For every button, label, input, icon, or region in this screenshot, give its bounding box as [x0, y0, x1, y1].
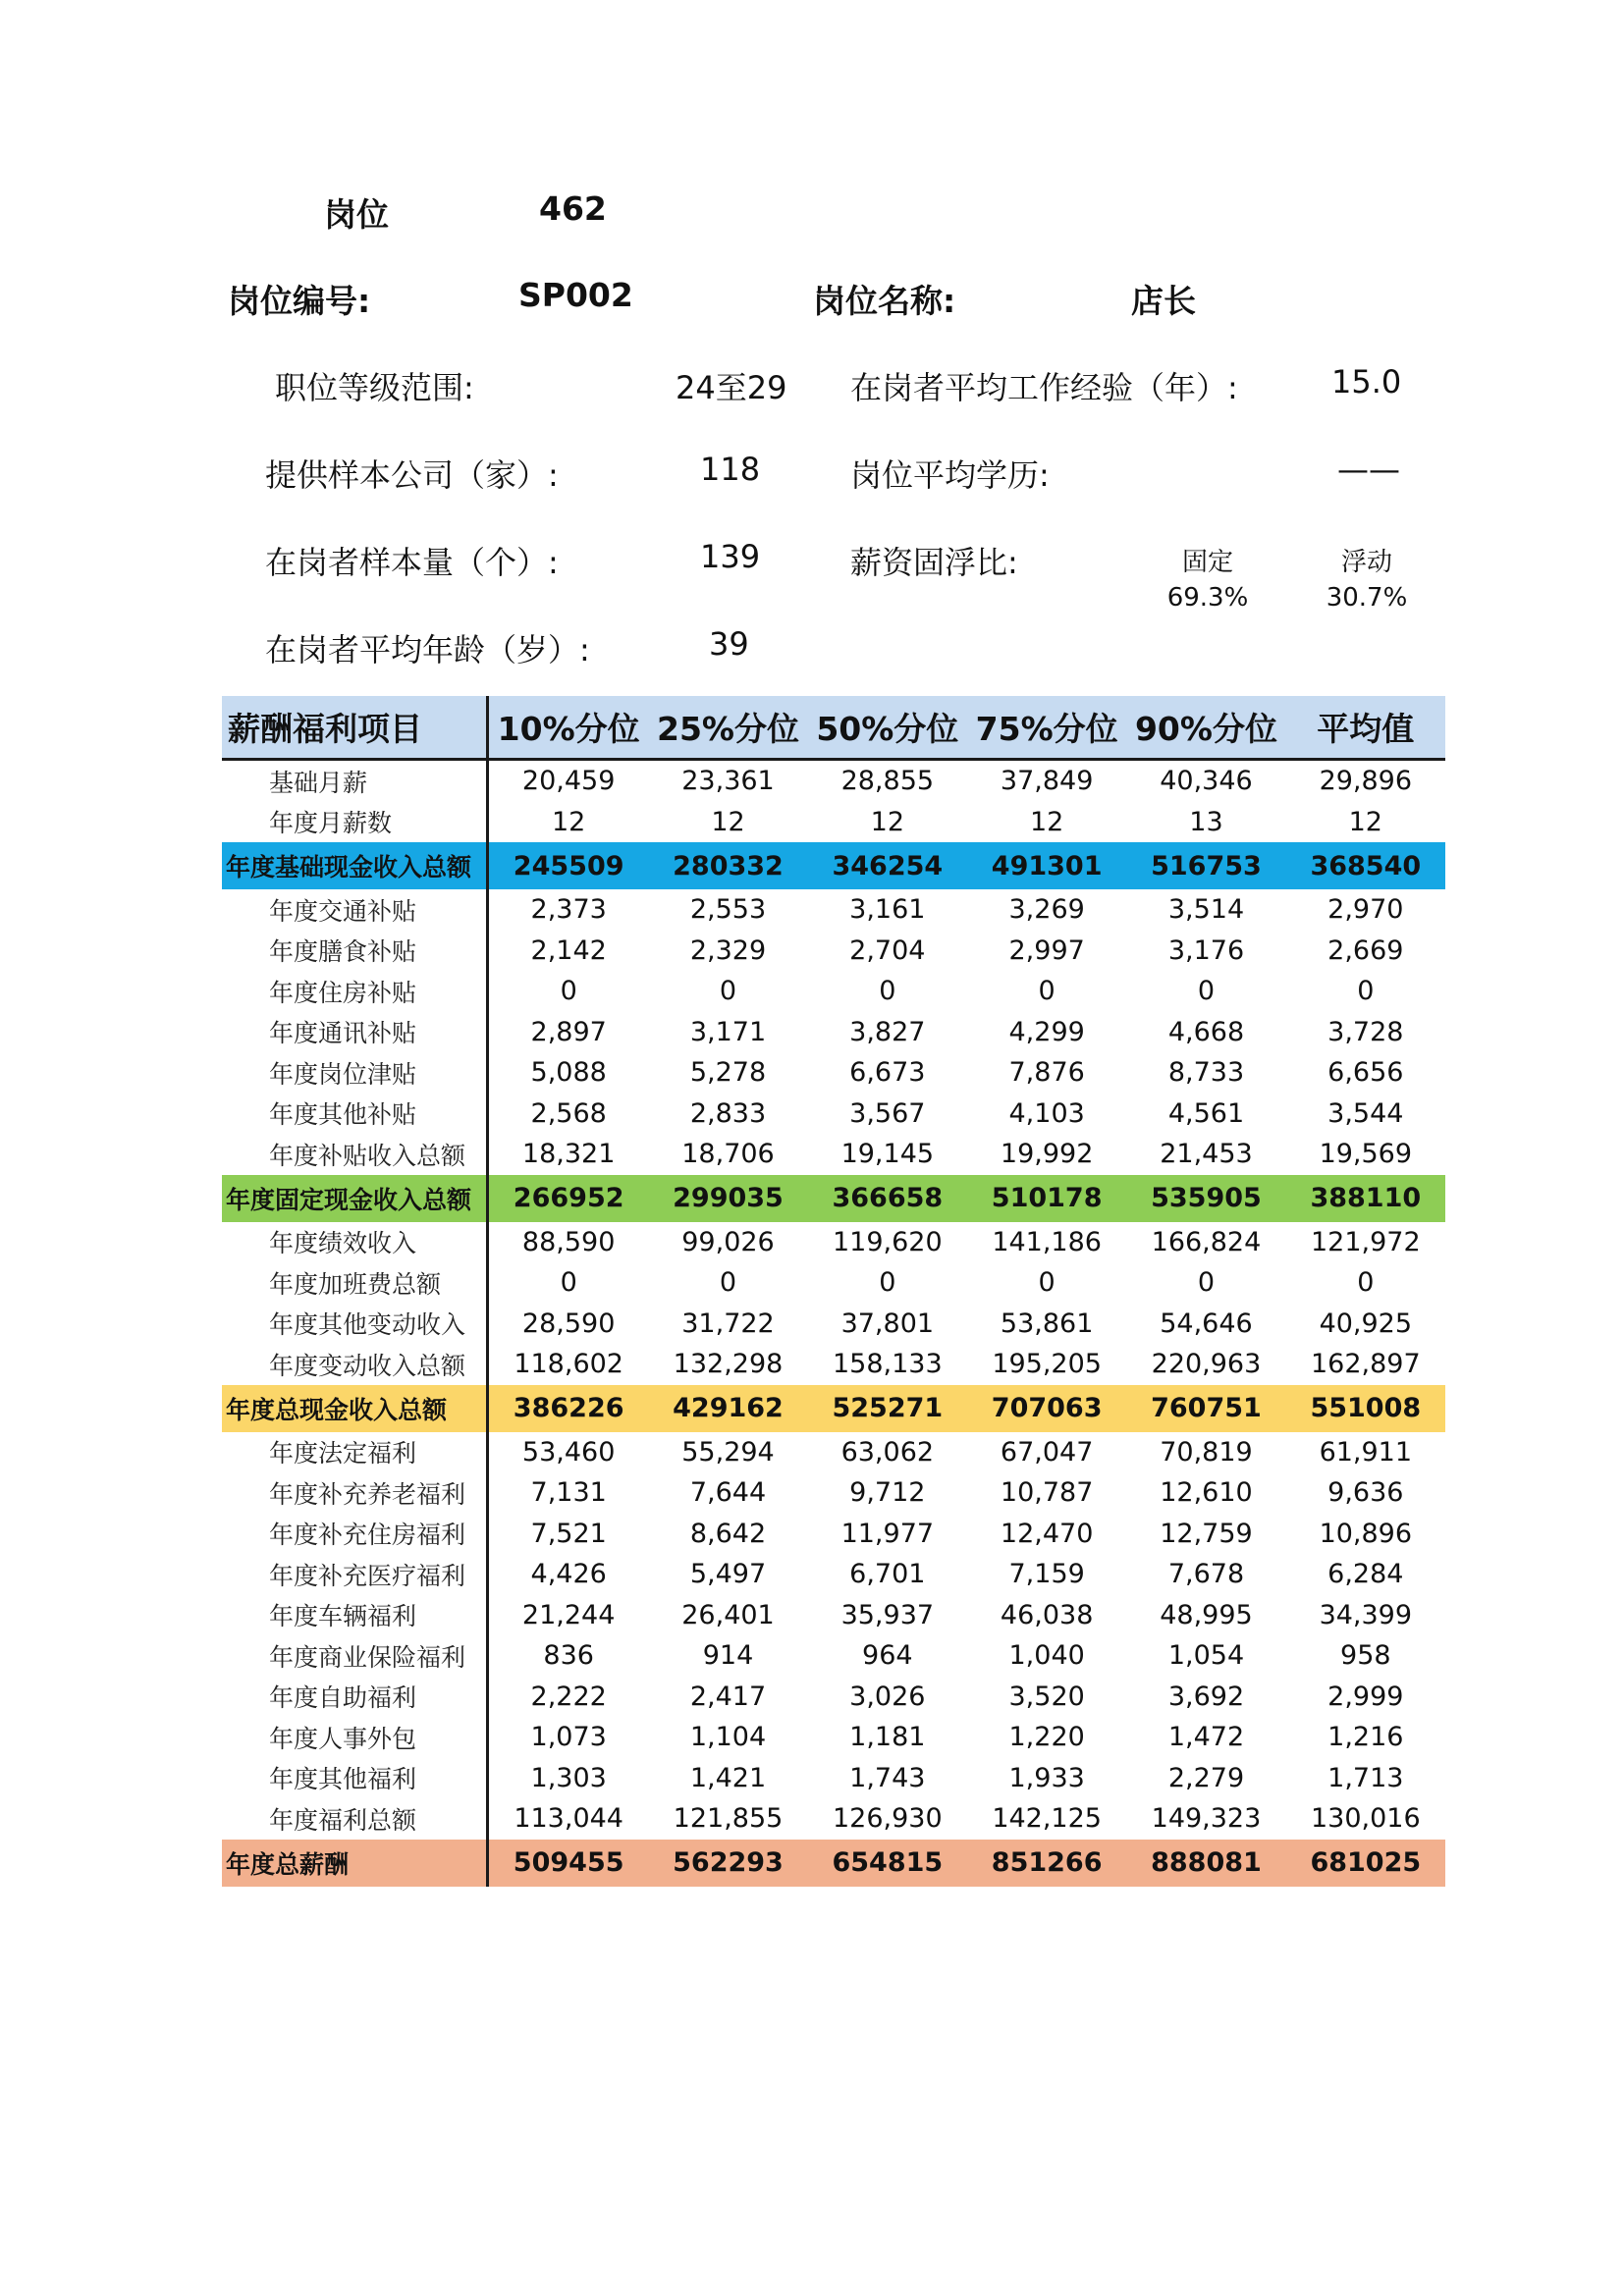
cell-value: 1,073: [530, 1722, 607, 1753]
cell-value: 61,911: [1319, 1436, 1413, 1468]
cell-value: 0: [879, 976, 896, 1007]
cell-value: 55,294: [681, 1436, 775, 1468]
cell-value: 9,712: [849, 1477, 926, 1509]
cell-value: 2,997: [1008, 934, 1085, 966]
post-name-label: 岗位名称:: [813, 282, 956, 320]
cell-value: 29,896: [1319, 766, 1413, 797]
compensation-table: [222, 696, 1445, 1887]
cell-value: 958: [1340, 1640, 1391, 1672]
cell-value: 681025: [1310, 1847, 1422, 1878]
cell-value: 7,678: [1167, 1559, 1245, 1590]
column-header-p90: 90%分位: [1134, 710, 1277, 748]
cell-value: 2,970: [1327, 894, 1404, 926]
table-row: [222, 1595, 1445, 1636]
table-row: [222, 1344, 1445, 1385]
table-row: [222, 889, 1445, 931]
cell-value: 299035: [673, 1183, 784, 1213]
row-label: 年度商业保险福利: [222, 1635, 489, 1677]
cell-value: 368540: [1310, 850, 1422, 881]
cell-value: 3,514: [1167, 894, 1245, 926]
row-label: 年度其他变动收入: [222, 1304, 489, 1345]
cell-value: 3,269: [1008, 894, 1085, 926]
cell-value: 12: [711, 806, 745, 837]
post-code-label: 岗位编号:: [228, 282, 371, 320]
cell-value: 7,521: [530, 1518, 607, 1549]
row-label: 年度基础现金收入总额: [222, 842, 489, 889]
post-code-value: SP002: [518, 276, 633, 314]
cell-value: 4,668: [1167, 1016, 1245, 1047]
fixed-float-ratio-label: 薪资固浮比:: [850, 544, 1018, 581]
cell-value: 26,401: [681, 1599, 775, 1630]
cell-value: 53,460: [521, 1436, 616, 1468]
row-label: 年度人事外包: [222, 1717, 489, 1758]
cell-value: 1,933: [1008, 1762, 1085, 1793]
cell-value: 28,855: [840, 766, 935, 797]
table-body: [222, 761, 1445, 1887]
post-label: 岗位: [324, 195, 389, 234]
cell-value: 11,977: [840, 1518, 935, 1549]
cell-value: 6,656: [1327, 1057, 1404, 1089]
cell-value: 113,044: [514, 1803, 623, 1835]
cell-value: 4,426: [530, 1559, 607, 1590]
cell-value: 280332: [673, 850, 784, 881]
table-row: [222, 1304, 1445, 1345]
cell-value: 67,047: [1000, 1436, 1094, 1468]
cell-value: 0: [1357, 976, 1375, 1007]
avg-education-value: ——: [1337, 451, 1400, 488]
grade-range-value: 24至29: [676, 369, 787, 406]
row-label: 年度补充医疗福利: [222, 1554, 489, 1595]
cell-value: 366658: [832, 1183, 944, 1213]
cell-value: 19,992: [1000, 1139, 1094, 1170]
cell-value: 3,171: [689, 1016, 767, 1047]
cell-value: 21,453: [1160, 1139, 1253, 1170]
cell-value: 0: [1357, 1267, 1375, 1299]
cell-value: 166,824: [1151, 1226, 1262, 1257]
cell-value: 2,417: [689, 1681, 767, 1712]
cell-value: 245509: [513, 850, 624, 881]
cell-value: 2,329: [689, 934, 767, 966]
table-row: [222, 1798, 1445, 1840]
cell-value: 346254: [832, 850, 944, 881]
cell-value: 509455: [513, 1847, 624, 1878]
row-label: 年度月薪数: [222, 802, 489, 843]
cell-value: 126,930: [832, 1803, 943, 1835]
table-row: [222, 1262, 1445, 1304]
cell-value: 2,669: [1327, 934, 1404, 966]
sample-companies-value: 118: [700, 451, 761, 488]
cell-value: 2,568: [530, 1097, 607, 1129]
cell-value: 491301: [991, 850, 1103, 881]
cell-value: 2,222: [530, 1681, 607, 1712]
cell-value: 8,642: [689, 1518, 767, 1549]
cell-value: 3,520: [1008, 1681, 1085, 1712]
cell-value: 13: [1189, 806, 1223, 837]
table-header-row: [222, 696, 1445, 761]
cell-value: 0: [1197, 976, 1216, 1007]
cell-value: 48,995: [1160, 1599, 1253, 1630]
cell-value: 7,159: [1008, 1559, 1085, 1590]
cell-value: 37,849: [1000, 766, 1094, 797]
cell-value: 18,321: [521, 1139, 616, 1170]
table-row: [222, 1094, 1445, 1135]
cell-value: 3,161: [849, 894, 926, 926]
grade-range-label: 职位等级范围:: [275, 369, 474, 406]
cell-value: 0: [560, 1267, 577, 1299]
float-value: 30.7%: [1326, 583, 1408, 613]
cell-value: 1,743: [849, 1762, 926, 1793]
cell-value: 21,244: [521, 1599, 616, 1630]
column-header-average: 平均值: [1317, 710, 1415, 748]
cell-value: 130,016: [1310, 1803, 1421, 1835]
cell-value: 654815: [832, 1847, 944, 1878]
cell-value: 220,963: [1151, 1349, 1262, 1380]
cell-value: 1,181: [849, 1722, 926, 1753]
row-label: 年度自助福利: [222, 1677, 489, 1718]
cell-value: 132,298: [673, 1349, 784, 1380]
table-row: [222, 761, 1445, 802]
cell-value: 1,421: [689, 1762, 767, 1793]
table-total-row: [222, 1175, 1445, 1222]
cell-value: 386226: [513, 1393, 624, 1423]
avg-experience-label: 在岗者平均工作经验（年）:: [850, 369, 1238, 406]
row-label: 年度通讯补贴: [222, 1012, 489, 1053]
cell-value: 562293: [673, 1847, 784, 1878]
cell-value: 3,544: [1327, 1097, 1404, 1129]
sample-companies-label: 提供样本公司（家）:: [265, 456, 559, 494]
fixed-value: 69.3%: [1166, 583, 1249, 613]
cell-value: 12: [551, 806, 586, 837]
post-name-value: 店长: [1131, 282, 1196, 320]
cell-value: 2,279: [1167, 1762, 1245, 1793]
cell-value: 0: [1038, 976, 1056, 1007]
post-value: 462: [539, 189, 607, 228]
table-row: [222, 931, 1445, 972]
row-label: 年度膳食补贴: [222, 931, 489, 972]
cell-value: 2,704: [849, 934, 926, 966]
cell-value: 12,470: [1000, 1518, 1094, 1549]
cell-value: 535905: [1151, 1183, 1262, 1213]
cell-value: 1,303: [530, 1762, 607, 1793]
cell-value: 118,602: [514, 1349, 623, 1380]
table-row: [222, 1432, 1445, 1473]
row-label: 年度岗位津贴: [222, 1052, 489, 1094]
cell-value: 5,497: [689, 1559, 767, 1590]
cell-value: 1,216: [1327, 1722, 1404, 1753]
row-label: 年度住房补贴: [222, 971, 489, 1012]
cell-value: 4,561: [1167, 1097, 1245, 1129]
cell-value: 149,323: [1151, 1803, 1262, 1835]
table-row: [222, 1472, 1445, 1514]
cell-value: 0: [879, 1267, 896, 1299]
column-header-item: 薪酬福利项目: [222, 696, 489, 758]
cell-value: 2,897: [530, 1016, 607, 1047]
table-row: [222, 1635, 1445, 1677]
cell-value: 7,644: [689, 1477, 767, 1509]
row-label: 年度总薪酬: [222, 1840, 489, 1887]
cell-value: 0: [719, 1267, 737, 1299]
cell-value: 5,278: [689, 1057, 767, 1089]
table-total-row: [222, 1385, 1445, 1432]
table-total-row: [222, 1840, 1445, 1887]
cell-value: 40,925: [1319, 1308, 1413, 1339]
cell-value: 6,673: [849, 1057, 926, 1089]
cell-value: 3,176: [1167, 934, 1245, 966]
row-label: 年度其他补贴: [222, 1094, 489, 1135]
cell-value: 6,701: [849, 1559, 926, 1590]
table-row: [222, 1758, 1445, 1799]
cell-value: 12: [1348, 806, 1382, 837]
cell-value: 1,104: [689, 1722, 767, 1753]
cell-value: 1,220: [1008, 1722, 1085, 1753]
row-label: 基础月薪: [222, 761, 489, 802]
column-header-p50: 50%分位: [816, 710, 959, 748]
table-row: [222, 802, 1445, 843]
cell-value: 20,459: [521, 766, 616, 797]
cell-value: 0: [560, 976, 577, 1007]
table-row: [222, 971, 1445, 1012]
cell-value: 3,827: [849, 1016, 926, 1047]
cell-value: 914: [702, 1640, 754, 1672]
row-label: 年度补贴收入总额: [222, 1134, 489, 1175]
cell-value: 142,125: [992, 1803, 1102, 1835]
cell-value: 8,733: [1167, 1057, 1245, 1089]
avg-age-value: 39: [709, 625, 749, 663]
cell-value: 63,062: [840, 1436, 935, 1468]
cell-value: 5,088: [530, 1057, 607, 1089]
cell-value: 510178: [991, 1183, 1103, 1213]
cell-value: 2,553: [689, 894, 767, 926]
cell-value: 0: [719, 976, 737, 1007]
cell-value: 4,299: [1008, 1016, 1085, 1047]
cell-value: 28,590: [521, 1308, 616, 1339]
cell-value: 23,361: [681, 766, 775, 797]
cell-value: 70,819: [1160, 1436, 1253, 1468]
cell-value: 121,855: [673, 1803, 784, 1835]
cell-value: 888081: [1151, 1847, 1262, 1878]
cell-value: 429162: [673, 1393, 784, 1423]
table-row: [222, 1222, 1445, 1263]
cell-value: 551008: [1310, 1393, 1422, 1423]
cell-value: 3,567: [849, 1097, 926, 1129]
row-label: 年度补充住房福利: [222, 1514, 489, 1555]
fixed-label: 固定: [1181, 548, 1233, 577]
cell-value: 3,692: [1167, 1681, 1245, 1712]
table-row: [222, 1514, 1445, 1555]
cell-value: 54,646: [1160, 1308, 1253, 1339]
cell-value: 1,040: [1008, 1640, 1085, 1672]
cell-value: 525271: [832, 1393, 944, 1423]
table-row: [222, 1012, 1445, 1053]
row-label: 年度变动收入总额: [222, 1344, 489, 1385]
table-row: [222, 1134, 1445, 1175]
cell-value: 31,722: [681, 1308, 775, 1339]
cell-value: 2,142: [530, 934, 607, 966]
cell-value: 10,787: [1000, 1477, 1094, 1509]
cell-value: 836: [543, 1640, 594, 1672]
cell-value: 0: [1197, 1267, 1216, 1299]
cell-value: 1,472: [1167, 1722, 1245, 1753]
cell-value: 0: [1038, 1267, 1056, 1299]
cell-value: 53,861: [1000, 1308, 1094, 1339]
row-label: 年度固定现金收入总额: [222, 1175, 489, 1222]
cell-value: 35,937: [840, 1599, 935, 1630]
row-label: 年度福利总额: [222, 1798, 489, 1840]
cell-value: 10,896: [1319, 1518, 1413, 1549]
cell-value: 760751: [1151, 1393, 1262, 1423]
cell-value: 6,284: [1327, 1559, 1404, 1590]
cell-value: 37,801: [840, 1308, 935, 1339]
table-row: [222, 1677, 1445, 1718]
cell-value: 3,728: [1327, 1016, 1404, 1047]
float-label: 浮动: [1340, 548, 1392, 577]
row-label: 年度法定福利: [222, 1432, 489, 1473]
cell-value: 34,399: [1319, 1599, 1413, 1630]
cell-value: 88,590: [521, 1226, 616, 1257]
cell-value: 18,706: [681, 1139, 775, 1170]
cell-value: 12: [870, 806, 904, 837]
column-header-p75: 75%分位: [975, 710, 1118, 748]
cell-value: 162,897: [1310, 1349, 1421, 1380]
cell-value: 195,205: [992, 1349, 1102, 1380]
cell-value: 12,759: [1160, 1518, 1253, 1549]
sample-size-label: 在岗者样本量（个）:: [265, 544, 559, 581]
row-label: 年度加班费总额: [222, 1262, 489, 1304]
cell-value: 19,145: [840, 1139, 935, 1170]
cell-value: 19,569: [1319, 1139, 1413, 1170]
avg-education-label: 岗位平均学历:: [850, 456, 1050, 494]
cell-value: 964: [862, 1640, 913, 1672]
table-row: [222, 1717, 1445, 1758]
cell-value: 1,054: [1167, 1640, 1245, 1672]
row-label: 年度总现金收入总额: [222, 1385, 489, 1432]
row-label: 年度绩效收入: [222, 1222, 489, 1263]
row-label: 年度其他福利: [222, 1758, 489, 1799]
cell-value: 158,133: [832, 1349, 943, 1380]
column-header-p25: 25%分位: [656, 710, 799, 748]
cell-value: 12,610: [1160, 1477, 1253, 1509]
cell-value: 266952: [513, 1183, 624, 1213]
avg-experience-value: 15.0: [1331, 363, 1402, 400]
table-row: [222, 1554, 1445, 1595]
avg-age-label: 在岗者平均年龄（岁）:: [265, 631, 590, 668]
cell-value: 707063: [991, 1393, 1103, 1423]
sample-size-value: 139: [700, 538, 761, 575]
cell-value: 9,636: [1327, 1477, 1404, 1509]
cell-value: 851266: [991, 1847, 1103, 1878]
cell-value: 99,026: [681, 1226, 775, 1257]
cell-value: 1,713: [1327, 1762, 1404, 1793]
cell-value: 388110: [1310, 1183, 1422, 1213]
cell-value: 7,131: [530, 1477, 607, 1509]
cell-value: 2,833: [689, 1097, 767, 1129]
cell-value: 4,103: [1008, 1097, 1085, 1129]
column-header-p10: 10%分位: [497, 710, 640, 748]
cell-value: 40,346: [1160, 766, 1253, 797]
row-label: 年度补充养老福利: [222, 1472, 489, 1514]
cell-value: 2,373: [530, 894, 607, 926]
cell-value: 7,876: [1008, 1057, 1085, 1089]
cell-value: 121,972: [1310, 1226, 1421, 1257]
row-label: 年度车辆福利: [222, 1595, 489, 1636]
cell-value: 12: [1029, 806, 1064, 837]
cell-value: 3,026: [849, 1681, 926, 1712]
cell-value: 516753: [1151, 850, 1262, 881]
table-total-row: [222, 842, 1445, 889]
row-label: 年度交通补贴: [222, 889, 489, 931]
cell-value: 119,620: [832, 1226, 943, 1257]
cell-value: 141,186: [992, 1226, 1102, 1257]
cell-value: 46,038: [1000, 1599, 1094, 1630]
table-row: [222, 1052, 1445, 1094]
cell-value: 2,999: [1327, 1681, 1404, 1712]
